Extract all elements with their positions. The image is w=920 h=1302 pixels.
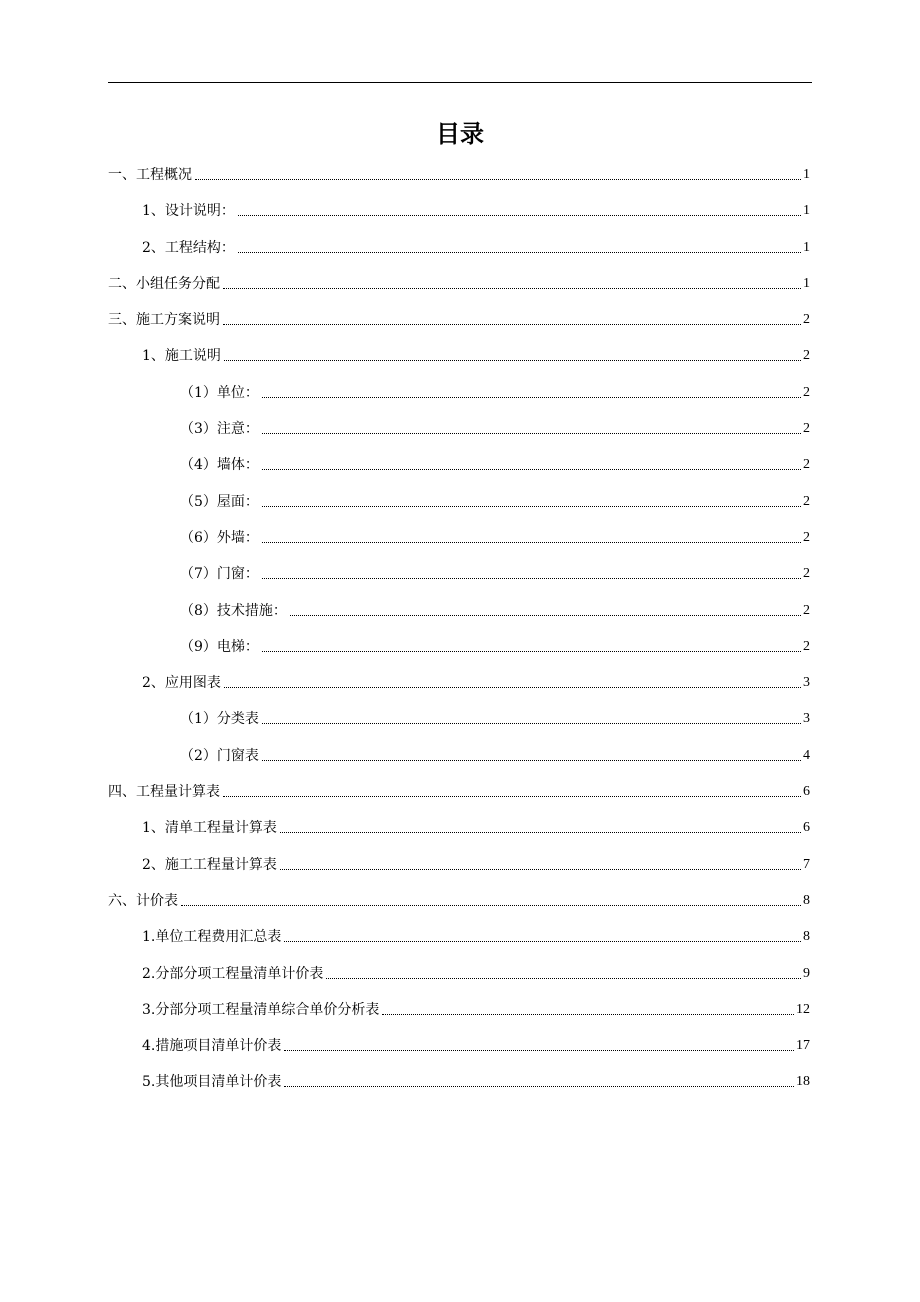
dot-leader: [290, 615, 801, 616]
toc-entry-page-number: 2: [803, 457, 810, 473]
toc-entry[interactable]: [108, 656, 810, 692]
toc-entry-page-number: 9: [803, 965, 810, 981]
toc-entry-label: （2）门窗表: [180, 747, 259, 764]
toc-entry-page-number: 1: [803, 239, 810, 255]
toc-entry[interactable]: [108, 1055, 810, 1091]
toc-entry-page-number: 2: [803, 384, 810, 400]
dot-leader: [262, 542, 801, 543]
toc-entry-page-number: 2: [803, 348, 810, 364]
dot-leader: [262, 397, 801, 398]
dot-leader: [223, 796, 801, 797]
dot-leader: [262, 651, 801, 652]
toc-entry-page-number: 4: [803, 747, 810, 763]
toc-entry-label: 3.分部分项工程量清单综合单价分析表: [142, 1001, 380, 1018]
toc-entry-page-number: 2: [803, 566, 810, 582]
toc-entry-page-number: 2: [803, 312, 810, 328]
toc-entry[interactable]: [108, 474, 810, 510]
toc-entry[interactable]: [108, 801, 810, 837]
toc-entry-label: 三、施工方案说明: [108, 312, 220, 329]
dot-leader: [238, 215, 801, 216]
toc-entry[interactable]: [108, 946, 810, 982]
toc-entry-label: 六、计价表: [108, 892, 178, 909]
toc-title: 目录: [436, 120, 484, 148]
toc-entry-label: 1、施工说明: [142, 348, 221, 365]
toc-entry[interactable]: [108, 365, 810, 401]
toc-entry-page-number: 2: [803, 529, 810, 545]
toc-entry[interactable]: [108, 765, 810, 801]
toc-entry-label: 1、设计说明：: [142, 203, 235, 220]
toc-entry[interactable]: [108, 329, 810, 365]
toc-entry-label: （9）电梯：: [180, 638, 259, 655]
toc-entry-page-number: 1: [803, 203, 810, 219]
toc-entry[interactable]: [108, 837, 810, 873]
toc-entry-label: 2、施工工程量计算表: [142, 856, 277, 873]
dot-leader: [284, 941, 801, 942]
toc-entry[interactable]: [108, 692, 810, 728]
dot-leader: [280, 869, 801, 870]
toc-entry-page-number: 1: [803, 167, 810, 182]
toc-entry[interactable]: [108, 910, 810, 946]
toc-entry-page-number: 6: [803, 784, 810, 800]
toc-entry-page-number: 2: [803, 421, 810, 437]
dot-leader: [280, 832, 801, 833]
toc-entry-label: 四、工程量计算表: [108, 784, 220, 801]
toc-entry-label: （5）屋面：: [180, 493, 259, 510]
toc-entry-label: （1）单位：: [180, 384, 259, 401]
toc-entry[interactable]: [108, 547, 810, 583]
toc-entry-label: 一、工程概况: [108, 167, 192, 183]
toc-entry-page-number: 18: [796, 1074, 810, 1090]
dot-leader: [284, 1050, 794, 1051]
toc-entry-label: （1）分类表: [180, 711, 259, 728]
toc-entry[interactable]: [108, 983, 810, 1019]
toc-entry-page-number: 2: [803, 602, 810, 618]
dot-leader: [195, 179, 801, 180]
toc-entry-label: 1、清单工程量计算表: [142, 820, 277, 837]
toc-entry-page-number: 2: [803, 493, 810, 509]
toc-entry[interactable]: [108, 220, 810, 256]
dot-leader: [326, 978, 801, 979]
dot-leader: [262, 506, 801, 507]
dot-leader: [223, 324, 801, 325]
dot-leader: [262, 578, 801, 579]
toc-entry-label: 2、应用图表: [142, 675, 221, 692]
toc-entry-label: 4.措施项目清单计价表: [142, 1038, 282, 1055]
toc-entry[interactable]: [108, 511, 810, 547]
toc-entry-label: （3）注意：: [180, 421, 259, 438]
toc-entry[interactable]: [108, 293, 810, 329]
toc-entry-page-number: 12: [796, 1001, 810, 1017]
toc-entry[interactable]: [108, 728, 810, 764]
dot-leader: [224, 687, 801, 688]
toc-entry-label: 1.单位工程费用汇总表: [142, 929, 282, 946]
toc-entry[interactable]: [108, 402, 810, 438]
toc-entry-page-number: 17: [796, 1038, 810, 1054]
toc-entry-label: （8）技术措施：: [180, 602, 287, 619]
dot-leader: [262, 433, 801, 434]
toc-entry[interactable]: [108, 620, 810, 656]
dot-leader: [224, 360, 801, 361]
toc-entry-label: （4）墙体：: [180, 457, 259, 474]
toc-entry[interactable]: [108, 184, 810, 220]
toc-entry-page-number: 8: [803, 892, 810, 908]
toc-entry-page-number: 2: [803, 638, 810, 654]
header-rule: [108, 82, 812, 83]
toc-entry[interactable]: [108, 257, 810, 293]
toc-entry-page-number: 3: [803, 675, 810, 691]
toc-list: [108, 160, 810, 1091]
dot-leader: [181, 905, 801, 906]
toc-entry[interactable]: [108, 160, 810, 184]
toc-entry-page-number: 3: [803, 711, 810, 727]
toc-entry-label: 5.其他项目清单计价表: [142, 1074, 282, 1091]
toc-entry-page-number: 1: [803, 275, 810, 291]
toc-entry[interactable]: [108, 438, 810, 474]
toc-entry[interactable]: [108, 583, 810, 619]
toc-entry-page-number: 7: [803, 856, 810, 872]
dot-leader: [238, 252, 801, 253]
toc-entry-page-number: 6: [803, 820, 810, 836]
toc-entry-label: （7）门窗：: [180, 566, 259, 583]
dot-leader: [262, 469, 801, 470]
dot-leader: [223, 288, 801, 289]
dot-leader: [382, 1014, 794, 1015]
toc-entry-page-number: 8: [803, 929, 810, 945]
toc-entry[interactable]: [108, 1019, 810, 1055]
toc-entry-label: （6）外墙：: [180, 529, 259, 546]
toc-entry-label: 二、小组任务分配: [108, 275, 220, 292]
dot-leader: [262, 723, 801, 724]
dot-leader: [262, 760, 801, 761]
toc-entry-label: 2.分部分项工程量清单计价表: [142, 965, 324, 982]
dot-leader: [284, 1086, 794, 1087]
toc-entry[interactable]: [108, 874, 810, 910]
toc-entry-label: 2、工程结构：: [142, 239, 235, 256]
